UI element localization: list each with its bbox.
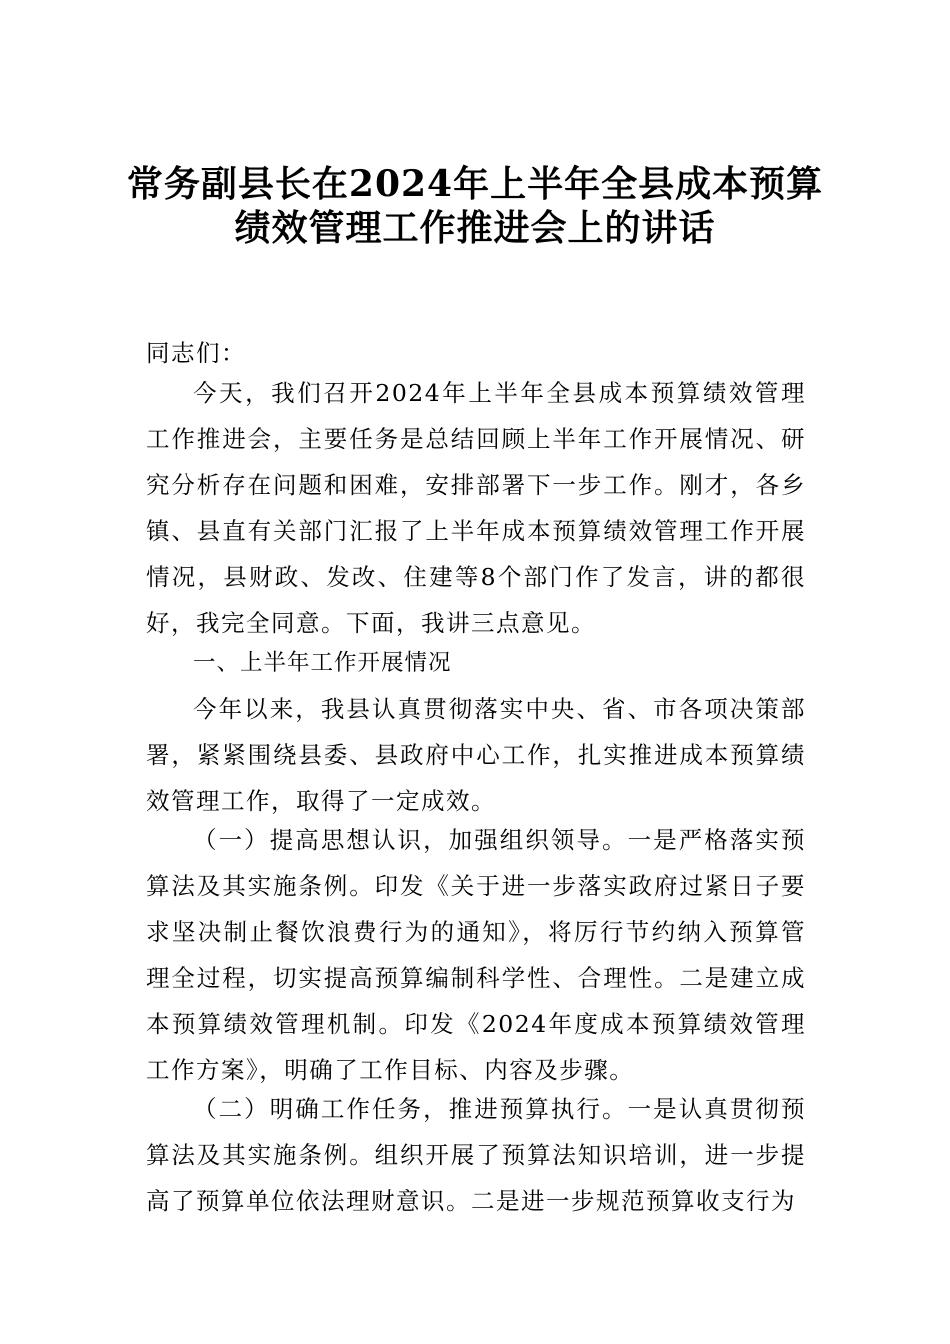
paragraph-subsection-2: （二）明确工作任务，推进预算执行。一是认真贯彻预算法及其实施条例。组织开展了预算法知识培训，进一步提高了预算单位依法理财意识。二是进一步规范预算收支行为 bbox=[146, 1095, 806, 1215]
paragraph-intro: 今天，我们召开2024年上半年全县成本预算绩效管理工作推进会，主要任务是总结回顾上半年工作开展情况、研究分析存在问题和困难，安排部署下一步工作。刚才，各乡镇、县直有关部门汇报了上半年成本预算绩效管理工作开展情况，县财政、发改、住建等8个部门作了发言，讲的都很好，我完全同意。下面，我讲三点意见。 bbox=[146, 379, 806, 637]
document-title-line1: 常务副县长在2024年上半年全县成本预算 bbox=[126, 163, 824, 205]
paragraph-subsection-1: （一）提高思想认识，加强组织领导。一是严格落实预算法及其实施条例。印发《关于进一步落实政府过紧日子要求坚决制止餐饮浪费行为的通知》，将厉行节约纳入预算管理全过程，切实提高预算编制科学性、合理性。二是建立成本预算绩效管理机制。印发《2024年度成本预算绩效管理工作方案》，明确了工作目标、内容及步骤。 bbox=[146, 826, 806, 1084]
greeting: 同志们： bbox=[146, 339, 246, 367]
section-heading-1: 一、上半年工作开展情况 bbox=[193, 650, 452, 676]
paragraph-overview: 今年以来，我县认真贯彻落实中央、省、市各项决策部署，紧紧围绕县委、县政府中心工作，扎实推进成本预算绩效管理工作，取得了一定成效。 bbox=[146, 695, 806, 815]
document-title-line2: 绩效管理工作推进会上的讲话 bbox=[234, 207, 716, 249]
